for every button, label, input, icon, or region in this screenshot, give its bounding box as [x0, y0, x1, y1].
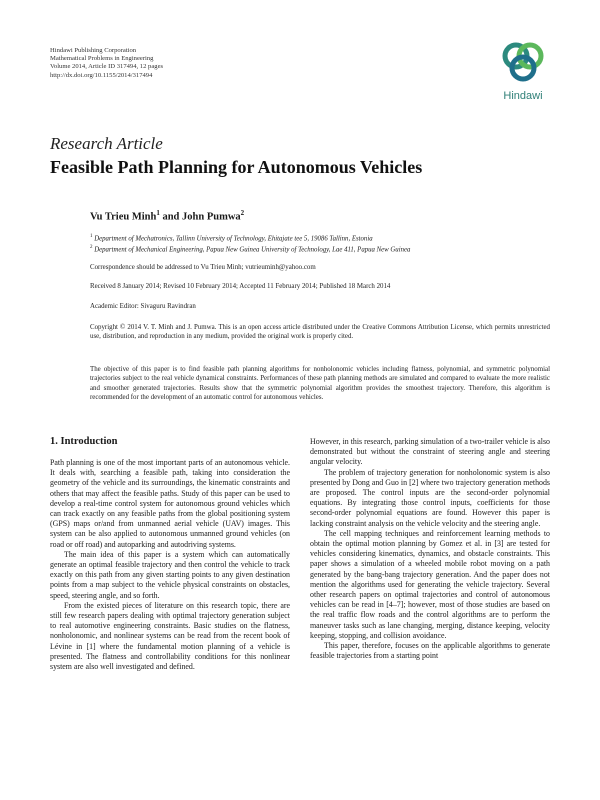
journal-doi-link[interactable]: http://dx.doi.org/10.1155/2014/317494: [50, 71, 153, 79]
body-paragraph: The cell mapping techniques and reinforcement learning methods to obtain the optimal motion planning by Gomez et al. in [3] are tested for vehicles considering kinematics, dynamics, and obstacle constraints. This paper shows a simulation of a wheeled mobile robot moving on a path generated by the bang-bang trajectory generation. And the paper does not mention the algorithms used for generating the vehicle trajectory. Several other research papers on optimal trajectories and control of autonomous vehicles can be read in [4–7]; however, most of those studies are based on the real traffic flow roads and the control algorithms are to perform the maneuver tasks such as lane changing, merging, distance keeping, velocity keeping, stopping, and collision avoidance.: [310, 528, 550, 640]
author-affiliation-marker: 2: [240, 209, 245, 217]
journal-volume: Volume 2014, Article ID 317494, 12 pages: [50, 63, 164, 71]
author-list: [90, 209, 244, 223]
hindawi-logo-text: Hindawi: [503, 90, 543, 102]
body-paragraph-continued: However, in this research, parking simulation of a two-trailer vehicle is also demonstrated but without the constraint of steering angle and steering angular velocity.: [310, 437, 550, 467]
author-affiliation-marker: 1: [156, 209, 160, 217]
hindawi-logo-icon: [494, 38, 552, 88]
affiliation-text: Department of Mechanical Engineering, Papua New Guinea University of Technology, Lae 411, Papua New Guinea: [94, 246, 411, 254]
abstract: The objective of this paper is to find feasible path planning algorithms for nonholonomic vehicles including flatness, polynomial, and symmetric polynomial trajectories subject to the real vehicle dynamical constraints. Performances of these path planning methods are simulated and compared to evaluate the more realistic and smoother generated trajectories. Results show that the symmetric polynomial algorithm provides the smoothest trajectory. Therefore, this algorithm is recommended for the development of an automatic control for autonomous vehicles.: [90, 366, 550, 401]
body-paragraph: The main idea of this paper is a system which can automatically generate an optimal feasible trajectory and then control the vehicle to track exactly on this path from any given starting points to any given destination points from a map subject to the vehicle physical constraints on obstacles, speed, steering angle, and so forth.: [50, 549, 290, 600]
article-title: Feasible Path Planning for Autonomous Vehicles: [50, 157, 423, 177]
publication-dates: Received 8 January 2014; Revised 10 February 2014; Accepted 11 February 2014; Published 18 March 2014: [90, 283, 391, 290]
right-column: [310, 437, 550, 661]
copyright-notice: Copyright © 2014 V. T. Minh and J. Pumwa. This is an open access article distributed under the Creative Commons Attribution License, which permits unrestricted use, distribution, and reproduction in any medium, provided the original work is properly cited.: [90, 324, 550, 341]
hindawi-logo: [494, 38, 552, 102]
affiliation-marker: 1: [90, 234, 93, 239]
section-heading: 1. Introduction: [50, 436, 118, 447]
affiliation-text: Department of Mechatronics, Tallinn University of Technology, Ehitajate tee 5, 19086 Tallinn, Estonia: [94, 235, 373, 243]
article-type: Research Article: [50, 134, 163, 153]
body-paragraph: From the existed pieces of literature on this research topic, there are still few research papers dealing with optimal trajectory generation subject to real automotive engineering constraints. Basic studies on the flatness, nonholonomic, and nonlinear systems can be read from the recent book of Lévine in [1] where the fundamental motion planning of a vehicle is presented. The flatness and controllability conditions for this nonlinear system are also well investigated and defined.: [50, 600, 290, 672]
journal-publisher: Hindawi Publishing Corporation: [50, 47, 137, 54]
body-paragraph: The problem of trajectory generation for nonholonomic system is also presented by Dong and Guo in [2] where two trajectory generation methods are proposed. The control inputs are the second-order polynomial equations. By integrating those control inputs, coefficients for those second-order polynomial equations are found. However this paper is lacking constraint analysis on the vehicle velocity and the steering angle.: [310, 467, 550, 528]
author-name: Vu Trieu Minh: [90, 211, 157, 223]
author-joiner: and: [159, 211, 183, 223]
left-column: [50, 458, 290, 672]
body-paragraph: This paper, therefore, focuses on the applicable algorithms to generate feasible trajectories from a starting point: [310, 641, 550, 661]
correspondence-line: Correspondence should be addressed to Vu Trieu Minh; vutrieuminh@yahoo.com: [90, 264, 316, 271]
affiliation-1: [90, 234, 373, 242]
academic-editor: Academic Editor: Sivaguru Ravindran: [90, 303, 196, 310]
author-name: John Pumwa: [182, 211, 241, 223]
journal-name: Mathematical Problems in Engineering: [50, 55, 154, 63]
body-paragraph: Path planning is one of the most important parts of an autonomous vehicle. It deals with, searching a feasible path, taking into consideration the geometry of the vehicle and its surroundings, the kinematic constraints and others that may affect the feasible paths. Study of this paper can be used to develop a real-time control system for autonomous ground vehicles which can track exactly on any feasible paths from the global positioning system (GPS) maps or/and from unmanned aerial vehicle (UAV) images. This system can be also applied to autonomous unmanned ground vehicles (on road or off road) and autoparking and autodriving systems.: [50, 458, 290, 549]
affiliation-2: [90, 245, 410, 253]
journal-info: [50, 47, 163, 80]
affiliation-marker: 2: [90, 245, 93, 250]
